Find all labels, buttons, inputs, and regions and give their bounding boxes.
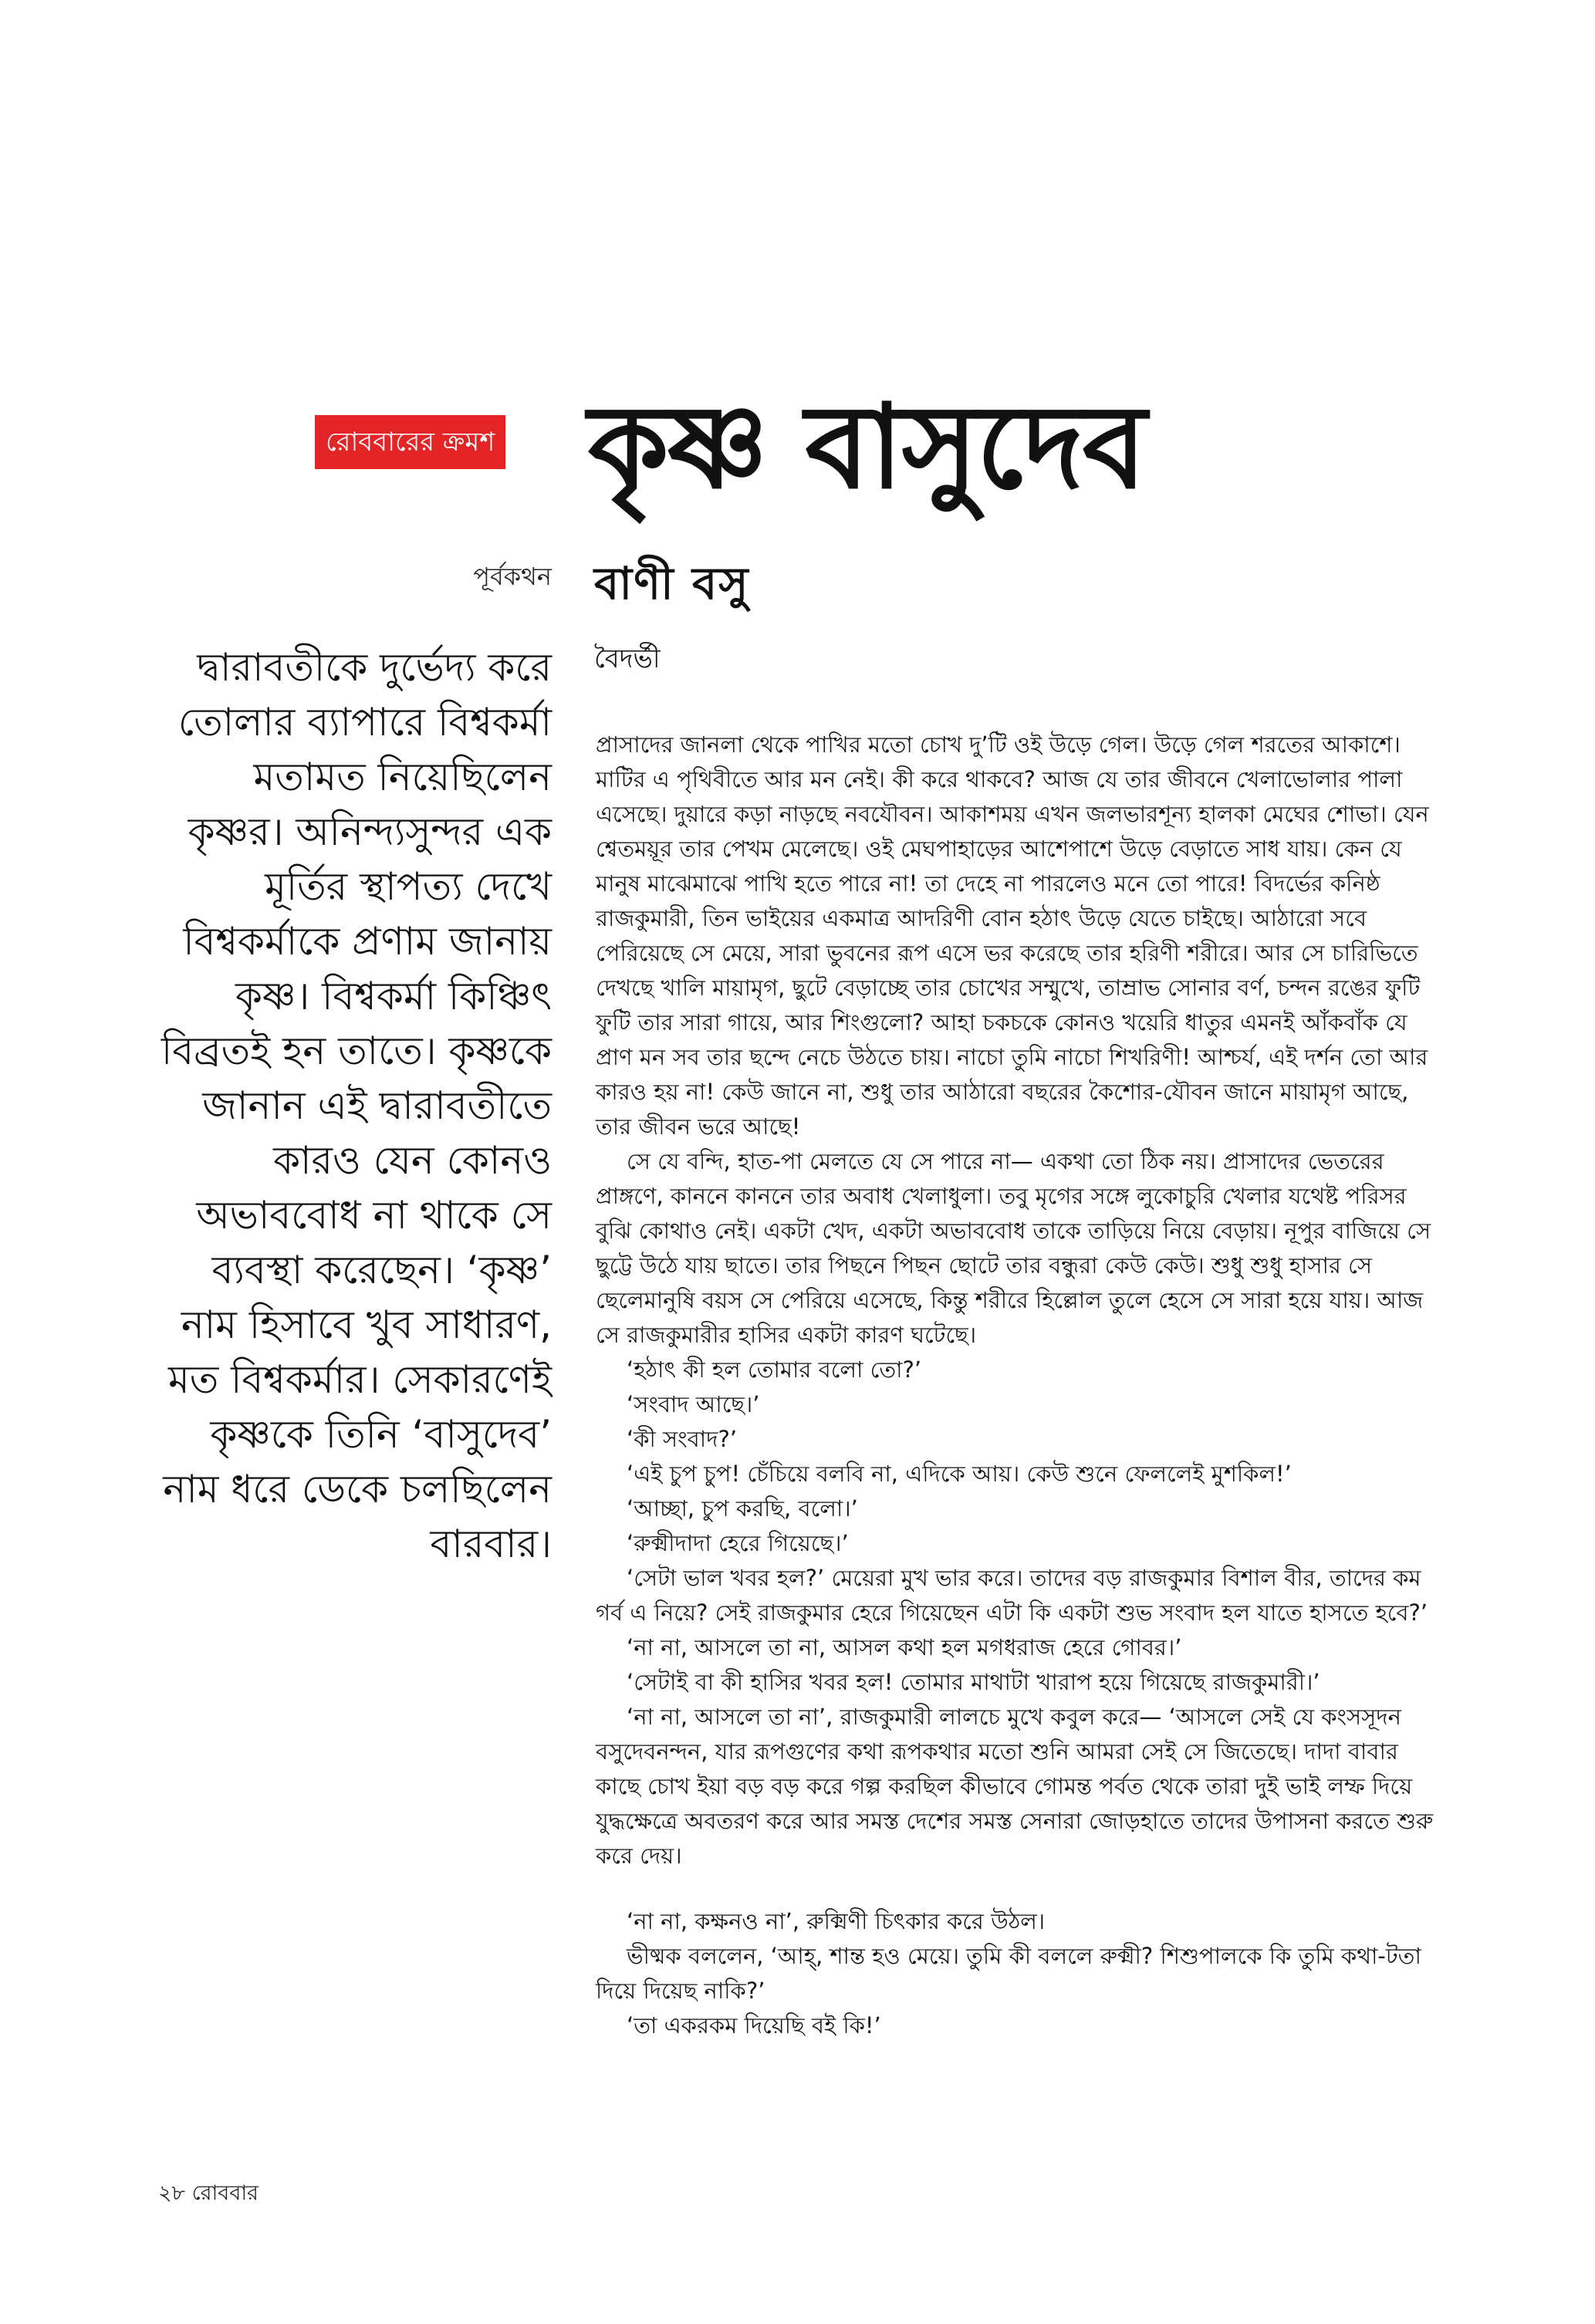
paragraph: ‘না না, কক্ষনও না’, রুক্মিণী চিৎকার করে উঠল। (627, 1908, 1046, 1934)
series-label: রোববারের ক্রমশ (326, 427, 495, 458)
paragraph: ‘হঠাৎ কী হল তোমার বলো তো?’ (627, 1356, 922, 1383)
chapter-title: বৈদর্ভী (594, 643, 661, 674)
paragraph: ভীষ্মক বললেন, ‘আহ্, শান্ত হও মেয়ে। তুমি কী বললে রুক্মী? শিশুপালকে কি তুমি কথা-টতা দিয়ে দিয়েছ নাকি?’ (596, 1943, 1421, 2004)
page-title: কৃষ্ণ বাসুদেব (588, 380, 1146, 515)
paragraph: প্রাসাদের জানলা থেকে পাখির মতো চোখ দু’টি ওই উড়ে গেল। উড়ে গেল শরতের আকাশে। মাটির এ পৃথিবীতে আর মন নেই। কী করে থাকবে? আজ যে তার জীবনে খেলাভোলার পালা এসেছে। দুয়ারে কড়া নাড়ছে নবযৌবন। আকাশময় এখন জলভারশূন্য হালকা মেঘের শোভা। যেন শ্বেতময়ূর তার পেখম মেলেছে। ওই মেঘপাহাড়ের আশেপাশে উড়ে বেড়াতে সাধ যায়। কেন যে মানুষ মাঝেমাঝে পাখি হতে পারে না! তা দেহে না পারলেও মনে তো পারে! বিদর্ভের কনিষ্ঠ রাজকুমারী, তিন ভাইয়ের একমাত্র আদরিণী বোন হঠাৎ উড়ে যেতে চাইছে। আঠারো সবে পেরিয়েছে সে মেয়ে, সারা ভুবনের রূপ এসে ভর করেছে তার হরিণী শরীরে। আর সে চারিভিতে দেখছে খালি মায়ামৃগ, ছুটে বেড়াচ্ছে তার চোখের সম্মুখে, তাম্রাভ সোনার বর্ণ, চন্দন রঙের ফুটি ফুটি তার সারা গায়ে, আর শিংগুলো? আহা চকচকে কোনও খয়েরি ধাতুর এমনই আঁকবাঁক যে প্রাণ মন সব তার ছন্দে নেচে উঠতে চায়। নাচো তুমি নাচো শিখরিণী! আশ্চর্য, এই দর্শন তো আর কারও হয় না! কেউ জানে না, শুধু তার আঠারো বছরের কৈশোর-যৌবন জানে মায়ামৃগ আছে, তার জীবন ভরে আছে! (596, 731, 1429, 1140)
paragraph: ‘সংবাদ আছে।’ (627, 1391, 760, 1417)
series-badge (315, 415, 505, 469)
body-text (596, 728, 1437, 2043)
paragraph: ‘সেটাই বা কী হাসির খবর হল! তোমার মাথাটা খারাপ হয়ে গিয়েছে রাজকুমারী।’ (627, 1669, 1320, 1695)
paragraph: সে যে বন্দি, হাত-পা মেলতে যে সে পারে না— একথা তো ঠিক নয়। প্রাসাদের ভেতরের প্রাঙ্গণে, কাননে কাননে তার অবাধ খেলাধুলা। তবু মৃগের সঙ্গে লুকোচুরি খেলার যথেষ্ট পরিসর বুঝি কোথাও নেই। একটা খেদ, একটা অভাববোধ তাকে তাড়িয়ে নিয়ে বেড়ায়। নূপুর বাজিয়ে সে ছুট্টে উঠে যায় ছাতে। তার পিছনে পিছন ছোটে তার বন্ধুরা কেউ কেউ। শুধু শুধু হাসার সে ছেলেমানুষি বয়স সে পেরিয়ে এসেছে, কিন্তু শরীরে হিল্লোল তুলে হেসে সে সারা হয়ে যায়। আজ সে রাজকুমারীর হাসির একটা কারণ ঘটেছে। (596, 1148, 1431, 1348)
paragraph: ‘না না, আসলে তা না, আসল কথা হল মগধরাজ হেরে গোবর।’ (627, 1634, 1182, 1660)
pull-quote: দ্বারাবতীকে দুর্ভেদ্য করে তোলার ব্যাপারে বিশ্বকর্মা মতামত নিয়েছিলেন কৃষ্ণর। অনিন্দ্যসুন্দর এক মূর্তির স্থাপত্য দেখে বিশ্বকর্মাকে প্রণাম জানায় কৃষ্ণ। বিশ্বকর্মা কিঞ্চিৎ বিব্রতই হন তাতে। কৃষ্ণকে জানান এই দ্বারাবতীতে কারও যেন কোনও অভাববোধ না থাকে সে ব্যবস্থা করেছেন। ‘কৃষ্ণ’ নাম হিসাবে খুব সাধারণ, মত বিশ্বকর্মার। সেকারণেই কৃষ্ণকে তিনি ‘বাসুদেব’ নাম ধরে ডেকে চলছিলেন বারবার। (161, 645, 552, 1566)
paragraph: ‘রুক্মীদাদা হেরে গিয়েছে।’ (627, 1530, 849, 1556)
paragraph: ‘আচ্ছা, চুপ করছি, বলো।’ (627, 1495, 858, 1522)
author-name: বাণী বসু (594, 557, 750, 610)
paragraph: ‘তা একরকম দিয়েছি বই কি!’ (627, 2012, 881, 2039)
paragraph: ‘এই চুপ চুপ! চেঁচিয়ে বলবি না, এদিকে আয়। কেউ শুনে ফেললেই মুশকিল!’ (627, 1461, 1292, 1487)
page-folio: ২৮ রোববার (158, 2181, 259, 2205)
paragraph: ‘না না, আসলে তা না’, রাজকুমারী লালচে মুখে কবুল করে— ‘আসলে সেই যে কংসসূদন বসুদেবনন্দন, যার রূপগুণের কথা রূপকথার মতো শুনি আমরা সেই সে জিতেছে। দাদা বাবার কাছে চোখ ইয়া বড় বড় করে গল্প করছিল কীভাবে গোমন্ত পর্বত থেকে তারা দুই ভাই লম্ফ দিয়ে যুদ্ধক্ষেত্রে অবতরণ করে আর সমস্ত দেশের সমস্ত সেনারা জোড়হাতে তাদের উপাসনা করতে শুরু করে দেয়। (596, 1704, 1434, 1869)
paragraph: ‘সেটা ভাল খবর হল?’ মেয়েরা মুখ ভার করে। তাদের বড় রাজকুমার বিশাল বীর, তাদের কম গর্ব এ নিয়ে? সেই রাজকুমার হেরে গিয়েছেন এটা কি একটা শুভ সংবাদ হল যাতে হাসতে হবে?’ (596, 1565, 1428, 1626)
paragraph: ‘কী সংবাদ?’ (627, 1426, 738, 1452)
section-label: পূর্বকথন (473, 562, 552, 591)
